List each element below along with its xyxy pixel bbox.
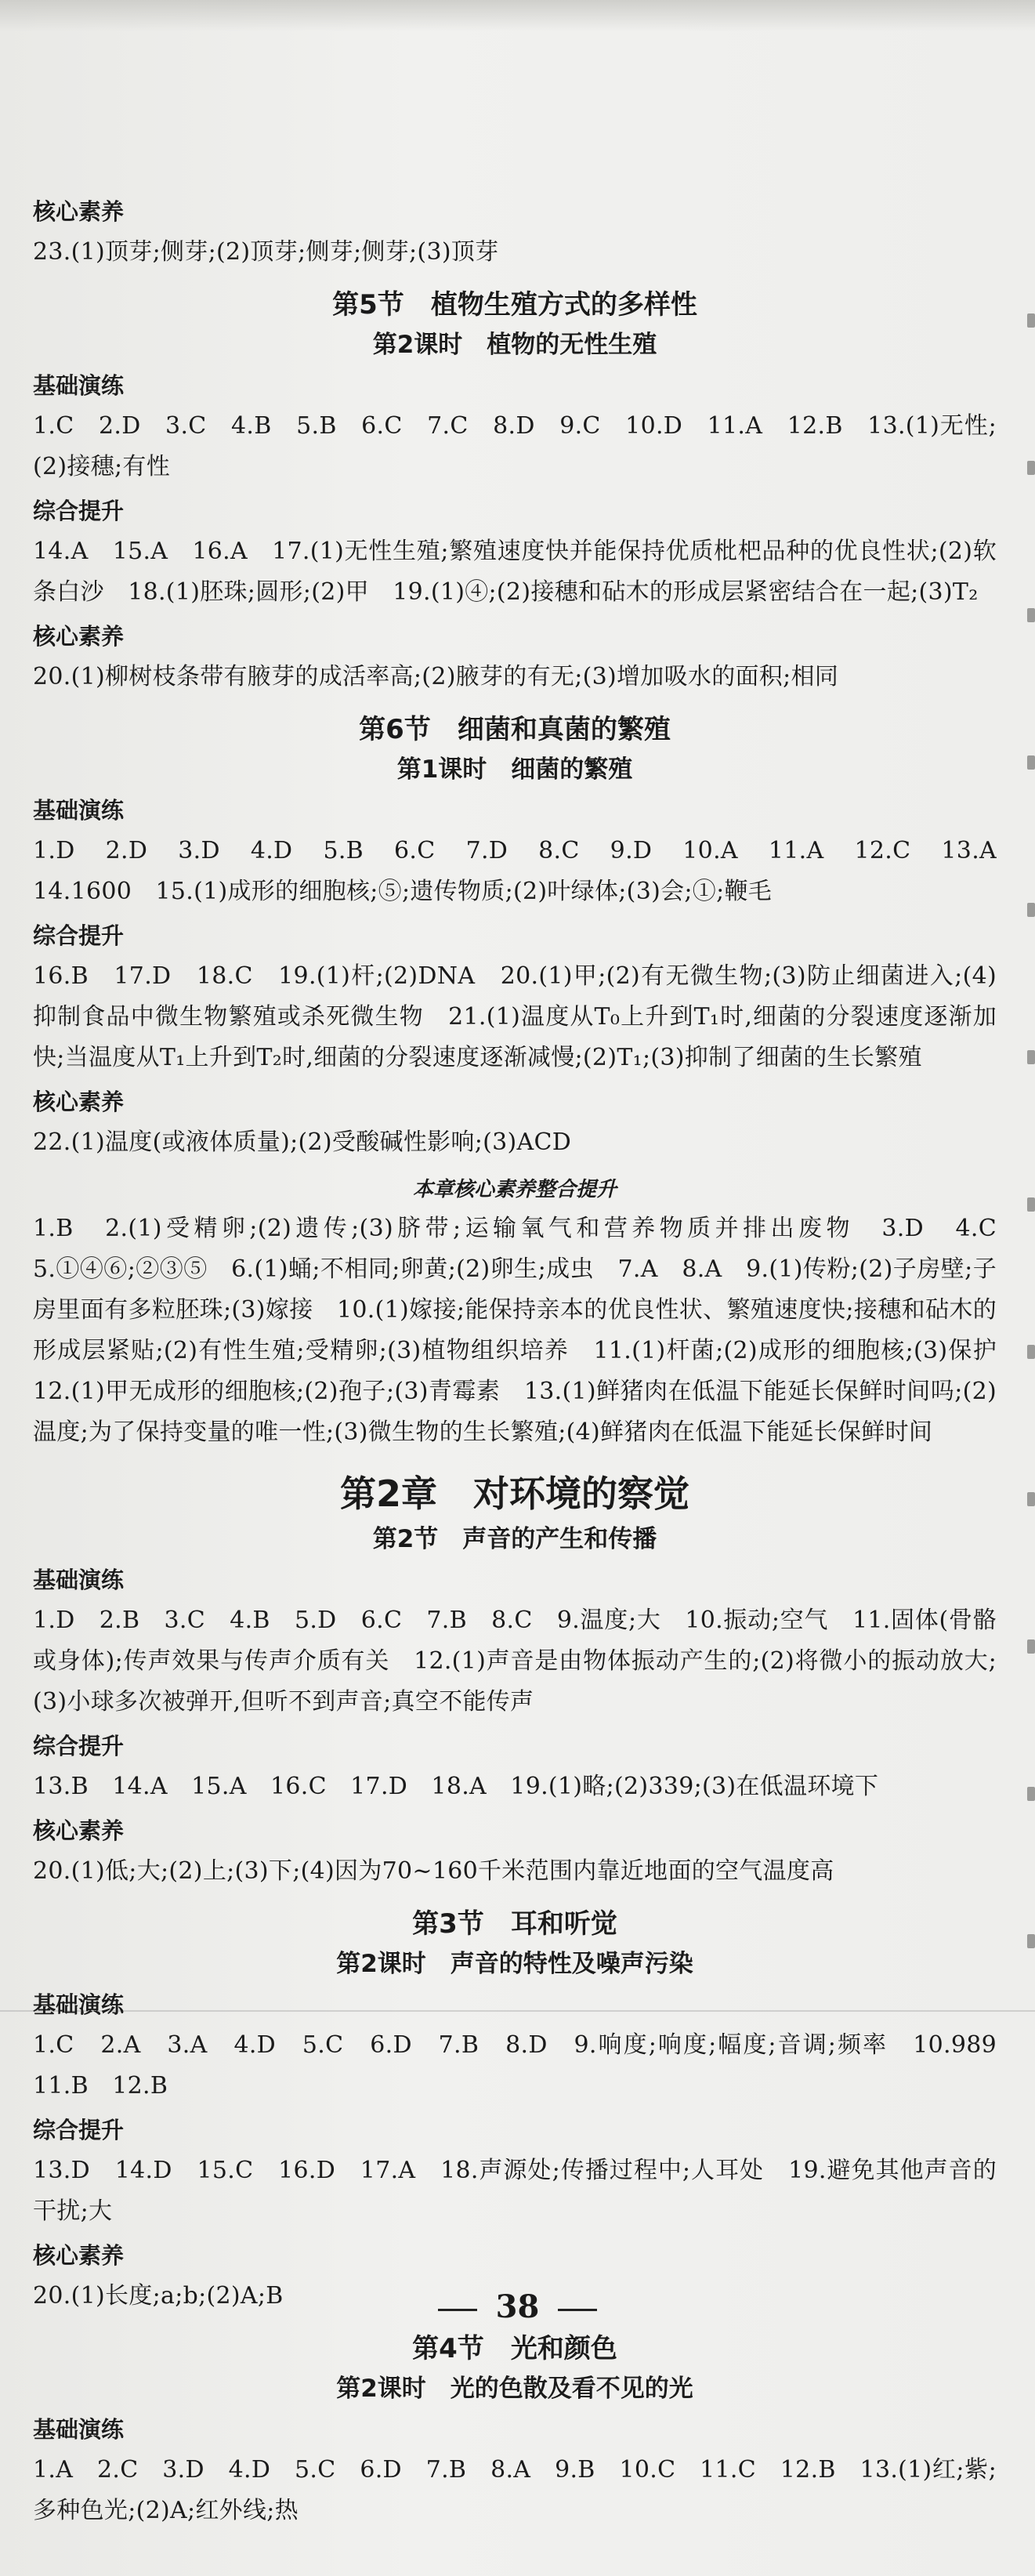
section-heading: 综合提升 [33,498,125,524]
answer-paragraph: 1.D 2.B 3.C 4.B 5.D 6.C 7.B 8.C 9.温度;大 10.振动;空气 11.固体(骨骼或身体);传声效果与传声介质有关 12.(1)声音是由物体振动产生的;(2)将微小的振动放大;(3)小球多次被弹开,但听不到声音;真空不能传声 [33,1607,997,1716]
answer-paragraph: 20.(1)低;大;(2)上;(3)下;(4)因为70~160千米范围内靠近地面的空气温度高 [33,1857,834,1885]
section-heading: 基础演练 [33,2416,125,2443]
answer-paragraph: 16.B 17.D 18.C 19.(1)杆;(2)DNA 20.(1)甲;(2)有无微生物;(3)防止细菌进入;(4)抑制食品中微生物繁殖或杀死微生物 21.(1)温度从T₀上升到T₁时,细菌的分裂速度逐渐加快;当温度从T₁上升到T₂时,细菌的分裂速度逐渐减慢;(2)T₁;(3)抑制了细菌的生长繁殖 [33,962,997,1071]
section-heading: 综合提升 [33,1733,125,1759]
answer-paragraph: 13.B 14.A 15.A 16.C 17.D 18.A 19.(1)略;(2)339;(3)在低温环境下 [33,1773,879,1800]
lesson-title: 第2节 声音的产生和传播 [372,1525,657,1553]
answer-paragraph: 13.D 14.D 15.C 16.D 17.A 18.声源处;传播过程中;人耳处 19.避免其他声音的干扰;大 [33,2157,997,2225]
answer-paragraph: 1.D 2.D 3.D 4.D 5.B 6.C 7.D 8.C 9.D 10.A 11.A 12.C 13.A 14.1600 15.(1)成形的细胞核;⑤;遗传物质;(2)叶绿体;(3)会;①;鞭毛 [33,837,1021,905]
page-number-right-dash [558,2309,597,2311]
answer-content [33,188,1021,2531]
answer-paragraph: 14.A 15.A 16.A 17.(1)无性生殖;繁殖速度快并能保持优质枇杷品种的优良性状;(2)软条白沙 18.(1)胚珠;圆形;(2)甲 19.(1)④;(2)接穗和砧木的形成层紧密结合在一起;(3)T₂ [33,538,997,606]
section-heading: 核心素养 [33,1089,125,1115]
page-number-value: 38 [495,2288,540,2325]
section-heading: 基础演练 [33,1567,125,1593]
section-heading: 核心素养 [33,2242,125,2269]
lesson-title: 第2课时 声音的特性及噪声污染 [336,1950,693,1978]
page-edge-marks [1024,313,1035,2194]
answer-paragraph: 1.A 2.C 3.D 4.D 5.C 6.D 7.B 8.A 9.B 10.C 11.C 12.B 13.(1)红;紫;多种色光;(2)A;红外线;热 [33,2456,997,2524]
answer-paragraph: 1.C 2.A 3.A 4.D 5.C 6.D 7.B 8.D 9.响度;响度;幅度;音调;频率 10.989 11.B 12.B [33,2031,1021,2100]
section-title: 第3节 耳和听觉 [412,1908,617,1940]
chapter-summary-title: 本章核心素养整合提升 [412,1178,617,1201]
answer-paragraph: 1.C 2.D 3.C 4.B 5.B 6.C 7.C 8.D 9.C 10.D 11.A 12.B 13.(1)无性;(2)接穗;有性 [33,412,997,480]
answer-paragraph: 22.(1)温度(或液体质量);(2)受酸碱性影响;(3)ACD [33,1129,572,1156]
lesson-title: 第2课时 光的色散及看不见的光 [336,2375,693,2403]
answer-paragraph: 20.(1)柳树枝条带有腋芽的成活率高;(2)腋芽的有无;(3)增加吸水的面积;相同 [33,663,839,690]
section-heading: 基础演练 [33,797,125,824]
section-title: 第6节 细菌和真菌的繁殖 [359,714,671,745]
chapter-title: 第2章 对环境的察觉 [339,1473,689,1515]
section-heading: 核心素养 [33,198,125,225]
section-title: 第5节 植物生殖方式的多样性 [332,289,697,321]
page-number [0,2288,1035,2325]
answer-paragraph: 23.(1)顶芽;侧芽;(2)顶芽;侧芽;侧芽;(3)顶芽 [33,238,499,266]
section-title: 第4节 光和颜色 [412,2333,617,2364]
section-heading: 核心素养 [33,1817,125,1844]
page-top-shadow [0,0,1035,31]
section-heading: 基础演练 [33,1991,125,2018]
page-number-left-dash [438,2309,477,2311]
answer-paragraph: 20.(1)长度;a;b;(2)A;B [33,2282,284,2310]
section-heading: 核心素养 [33,623,125,650]
section-heading: 综合提升 [33,2117,125,2143]
section-heading: 基础演练 [33,372,125,399]
lesson-title: 第2课时 植物的无性生殖 [372,331,657,359]
section-heading: 综合提升 [33,922,125,949]
answer-paragraph: 1.B 2.(1)受精卵;(2)遗传;(3)脐带;运输氧气和营养物质并排出废物 3.D 4.C 5.①④⑥;②③⑤ 6.(1)蛹;不相同;卵黄;(2)卵生;成虫 7.A 8.A 9.(1)传粉;(2)子房壁;子房里面有多粒胚珠;(3)嫁接 10.(1)嫁接;能保持亲本的优良性状、繁殖速度快;接穗和砧木的形成层紧贴;(2)有性生殖;受精卵;(3)植物组织培养 11.(1)杆菌;(2)成形的细胞核;(3)保护 12.(1)甲无成形的细胞核;(2)孢子;(3)青霉素 13.(1)鲜猪肉在低温下能延长保鲜时间吗;(2)温度;为了保持变量的唯一性;(3)微生物的生长繁殖;(4)鲜猪肉在低温下能延长保鲜时间 [33,1215,1021,1446]
lesson-title: 第1课时 细菌的繁殖 [396,755,633,784]
